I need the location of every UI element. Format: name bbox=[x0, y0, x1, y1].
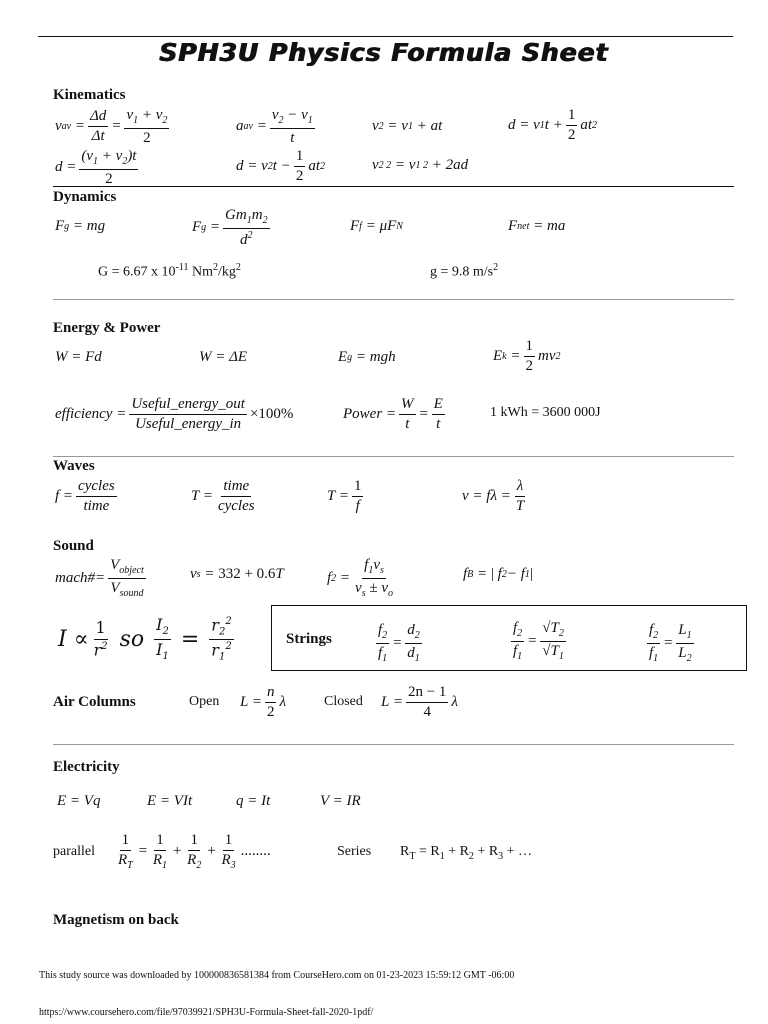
footer-download-notice: This study source was downloaded by 100000836581384 from CourseHero.com on 01-23-2023 15:59:12 GMT -06:00 bbox=[39, 970, 515, 981]
formula-efficiency: efficiency = $\frac{\text{Useful\_energy\_out}}{\text{Useful\_energy\_in}}$ ×100% bbox=[55, 396, 294, 433]
heading-air-columns: Air Columns bbox=[53, 694, 136, 710]
formula-final-velocity: v 2 = v 1 + at bbox=[372, 118, 443, 134]
label-closed: Closed bbox=[324, 694, 363, 709]
heading-strings: Strings bbox=[286, 631, 332, 647]
formula-strings-linear-density: $\frac{f_2}{f_1}$ = $\frac{L_1}{L_2}$ bbox=[649, 622, 692, 664]
formula-work-energy: W = ΔE bbox=[199, 349, 248, 365]
heading-magnetism: Magnetism on back bbox=[53, 912, 179, 928]
rule-sound bbox=[53, 744, 734, 745]
formula-frequency: f = $\frac{\text{cycles}}{\text{time}}$ bbox=[55, 478, 115, 515]
formula-potential-energy: E g = mgh bbox=[338, 349, 396, 365]
formula-series-resistance: $R_T = R_1 + R_2 + R_3$ + … bbox=[400, 844, 533, 862]
formula-displacement-v1: d = v 1 t + $\frac{1}{2}$ at 2 bbox=[508, 107, 597, 144]
constant-G: G = 6.67 x $10^{-11}$ $Nm^2/kg^2$ bbox=[98, 262, 241, 280]
formula-charge: q = It bbox=[236, 793, 271, 809]
formula-wave-speed: v = fλ = $\frac{\lambda}{T}$ bbox=[462, 478, 525, 515]
rule-energy bbox=[53, 456, 734, 457]
formula-energy-charge: E = Vq bbox=[57, 793, 101, 809]
formula-energy-current: E = VIt bbox=[147, 793, 193, 809]
rule-kinematics bbox=[53, 186, 734, 187]
constant-g: g = 9.8 $m/s^2$ bbox=[430, 262, 499, 280]
label-open: Open bbox=[189, 694, 220, 709]
formula-friction: F f = μF N bbox=[350, 218, 403, 234]
formula-closed-column: L = $\frac{2n - 1}{4}$ λ bbox=[381, 684, 458, 721]
formula-displacement-avg: d = $\frac{(v_1 + v_2)t}{2}$ bbox=[55, 148, 137, 187]
formula-strings-tension: $\frac{f_2}{f_1}$ = $\frac{√T_2}{√T_1}$ bbox=[513, 620, 564, 662]
formula-velocity-squared: v 2 2 = v 1 2 + 2ad bbox=[372, 157, 469, 173]
formula-universal-gravitation: F g = $\frac{Gm_1m_2}{d^2}$ bbox=[192, 207, 268, 248]
formula-gravity-force: F g = mg bbox=[55, 218, 106, 234]
formula-period-frequency: T = $\frac{1}{f}$ bbox=[327, 478, 362, 515]
formula-strings-length: $\frac{f_2}{f_1}$ = $\frac{d_2}{d_1}$ bbox=[378, 622, 420, 664]
formula-average-acceleration: a av = $\frac{v_2 - v_1}{t}$ bbox=[236, 107, 313, 146]
heading-energy-power: Energy & Power bbox=[53, 320, 161, 336]
heading-kinematics: Kinematics bbox=[53, 87, 126, 103]
formula-work: W = Fd bbox=[55, 349, 102, 365]
formula-kinetic-energy: E k = $\frac{1}{2}$ mv 2 bbox=[493, 338, 561, 375]
formula-period: T = $\frac{\text{time}}{\text{cycles}}$ bbox=[191, 478, 255, 515]
formula-average-velocity: v av = $\frac{\Delta d}{\Delta t}$ = $\frac{v_1 + v_2}{2}$ bbox=[55, 107, 168, 146]
heading-electricity: Electricity bbox=[53, 759, 120, 775]
formula-net-force: F net = ma bbox=[508, 218, 566, 234]
formula-speed-of-sound: v s = 332 + 0.6 T bbox=[190, 566, 284, 582]
label-parallel: parallel bbox=[53, 844, 95, 859]
heading-sound: Sound bbox=[53, 538, 94, 554]
formula-open-column: L = $\frac{n}{2}$ λ bbox=[240, 684, 286, 721]
footer-source-url[interactable]: https://www.coursehero.com/file/97039921/SPH3U-Formula-Sheet-fall-2020-1pdf/ bbox=[39, 1007, 374, 1018]
formula-displacement-v2: d = v 2 t − $\frac{1}{2}$ at 2 bbox=[236, 148, 325, 185]
formula-ohms-law: V = IR bbox=[320, 793, 361, 809]
heading-dynamics: Dynamics bbox=[53, 189, 117, 205]
rule-dynamics bbox=[53, 299, 734, 300]
top-rule bbox=[38, 36, 733, 37]
formula-power: Power = $\frac{W}{t}$ = $\frac{E}{t}$ bbox=[343, 396, 443, 433]
formula-beat-frequency: f B = | f 2 − f 1 | bbox=[463, 566, 533, 582]
formula-mach: mach#= $\frac{V_{object}}{V_{sound}}$ bbox=[55, 557, 144, 599]
formula-parallel-resistance: $\frac{1}{R_T}$ = $\frac{1}{R_1}$ + $\frac{1}{R_2}$ + $\frac{1}{R_3}$ ........ bbox=[118, 832, 271, 872]
page-title: SPH3U Physics Formula Sheet bbox=[159, 38, 609, 67]
heading-waves: Waves bbox=[53, 458, 95, 474]
formula-intensity: I ∝ $\frac{1}{r^2}$ so $\frac{I_2}{I_1}$ = $\frac{r_2^2}{r_1^2}$ bbox=[58, 615, 232, 663]
formula-doppler: f 2 = $\frac{f_1v_s}{v_s \pm v_o}$ bbox=[327, 557, 394, 599]
kwh-conversion: 1 kWh = 3600 000J bbox=[490, 405, 601, 420]
label-series: Series bbox=[337, 844, 372, 859]
